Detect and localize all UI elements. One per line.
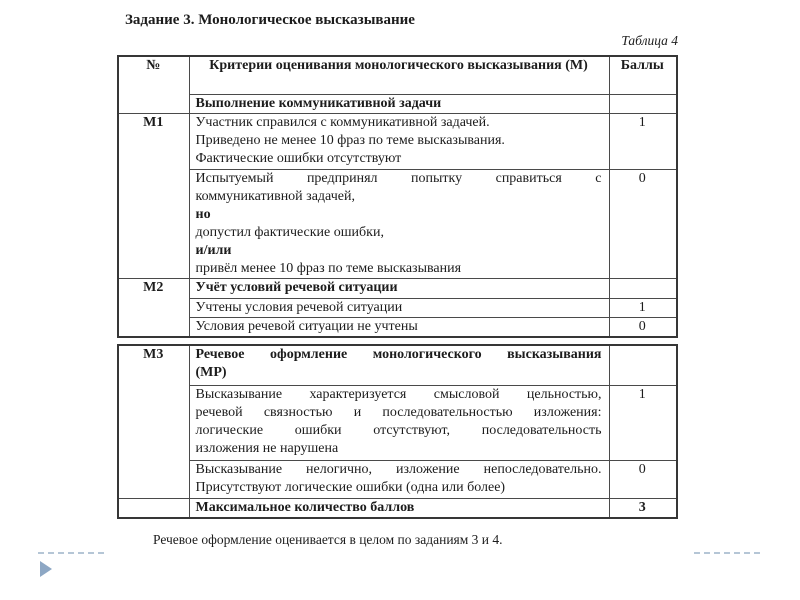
criteria-line: привёл менее 10 фраз по теме высказывания xyxy=(195,260,462,276)
criteria-line: логические ошибки отсутствуют, последовательность xyxy=(195,422,602,438)
criteria-line: коммуникативной задачей, xyxy=(195,188,355,204)
row-label-m1: М1 xyxy=(118,113,189,278)
section-header-communicative-task: Выполнение коммуникативной задачи xyxy=(189,94,609,113)
m2-success-criteria: Учтены условия речевой ситуации xyxy=(189,298,609,317)
next-slide-triangle-icon[interactable] xyxy=(40,561,52,577)
criteria-line: речевой связностью и последовательностью изложения: xyxy=(195,404,602,420)
criteria-line: Высказывание нелогично, изложение непоследовательно. xyxy=(195,461,602,477)
footer-dashed-line-left xyxy=(38,552,104,554)
max-points-label: Максимальное количество баллов xyxy=(189,498,609,518)
criteria-line: Фактические ошибки отсутствуют xyxy=(195,150,402,166)
col-header-criteria: Критерии оценивания монологического высказывания (М) xyxy=(189,56,609,94)
m3-fail-criteria xyxy=(189,460,609,498)
max-points-value: 3 xyxy=(609,498,677,518)
col-header-num: № xyxy=(118,56,189,113)
criteria-line: Участник справился с коммуникативной задачей. xyxy=(195,114,490,130)
criteria-table-2 xyxy=(117,344,678,519)
criteria-line: Испытуемый предпринял попытку справиться с xyxy=(195,170,602,186)
num-cell-empty xyxy=(118,498,189,518)
m1-success-points: 1 xyxy=(609,113,677,169)
row-label-m3: М3 xyxy=(118,345,189,498)
criteria-line-but: но xyxy=(195,206,211,222)
criteria-line: допустил фактические ошибки, xyxy=(195,224,384,240)
points-cell-empty xyxy=(609,278,677,298)
page-title: Задание 3. Монологическое высказывание xyxy=(125,12,415,28)
m2-fail-criteria: Условия речевой ситуации не учтены xyxy=(189,317,609,337)
criteria-table-1 xyxy=(117,55,678,338)
m2-success-points: 1 xyxy=(609,298,677,317)
criteria-line: Приведено не менее 10 фраз по теме высказывания. xyxy=(195,132,505,148)
m3-section-header xyxy=(189,345,609,385)
points-cell-empty xyxy=(609,94,677,113)
m3-success-criteria xyxy=(189,385,609,460)
criteria-line: Присутствуют логические ошибки (одна или более) xyxy=(195,479,506,495)
m1-fail-criteria xyxy=(189,169,609,278)
points-cell-empty xyxy=(609,345,677,385)
m2-section-header: Учёт условий речевой ситуации xyxy=(189,278,609,298)
m3-success-points: 1 xyxy=(609,385,677,460)
criteria-line: (МР) xyxy=(195,365,227,380)
footer-note: Речевое оформление оценивается в целом по заданиям 3 и 4. xyxy=(153,532,503,547)
table-caption: Таблица 4 xyxy=(621,33,678,48)
m1-fail-points: 0 xyxy=(609,169,677,278)
criteria-line: Речевое оформление монологического высказывания xyxy=(195,347,602,362)
row-label-m2: М2 xyxy=(118,278,189,337)
criteria-line: Высказывание характеризуется смысловой цельностью, xyxy=(195,386,602,402)
criteria-line: изложения не нарушена xyxy=(195,440,339,456)
footer-dashed-line-right xyxy=(694,552,760,554)
m2-fail-points: 0 xyxy=(609,317,677,337)
col-header-points: Баллы xyxy=(609,56,677,94)
m1-success-criteria xyxy=(189,113,609,169)
criteria-line-andor: и/или xyxy=(195,242,232,258)
m3-fail-points: 0 xyxy=(609,460,677,498)
